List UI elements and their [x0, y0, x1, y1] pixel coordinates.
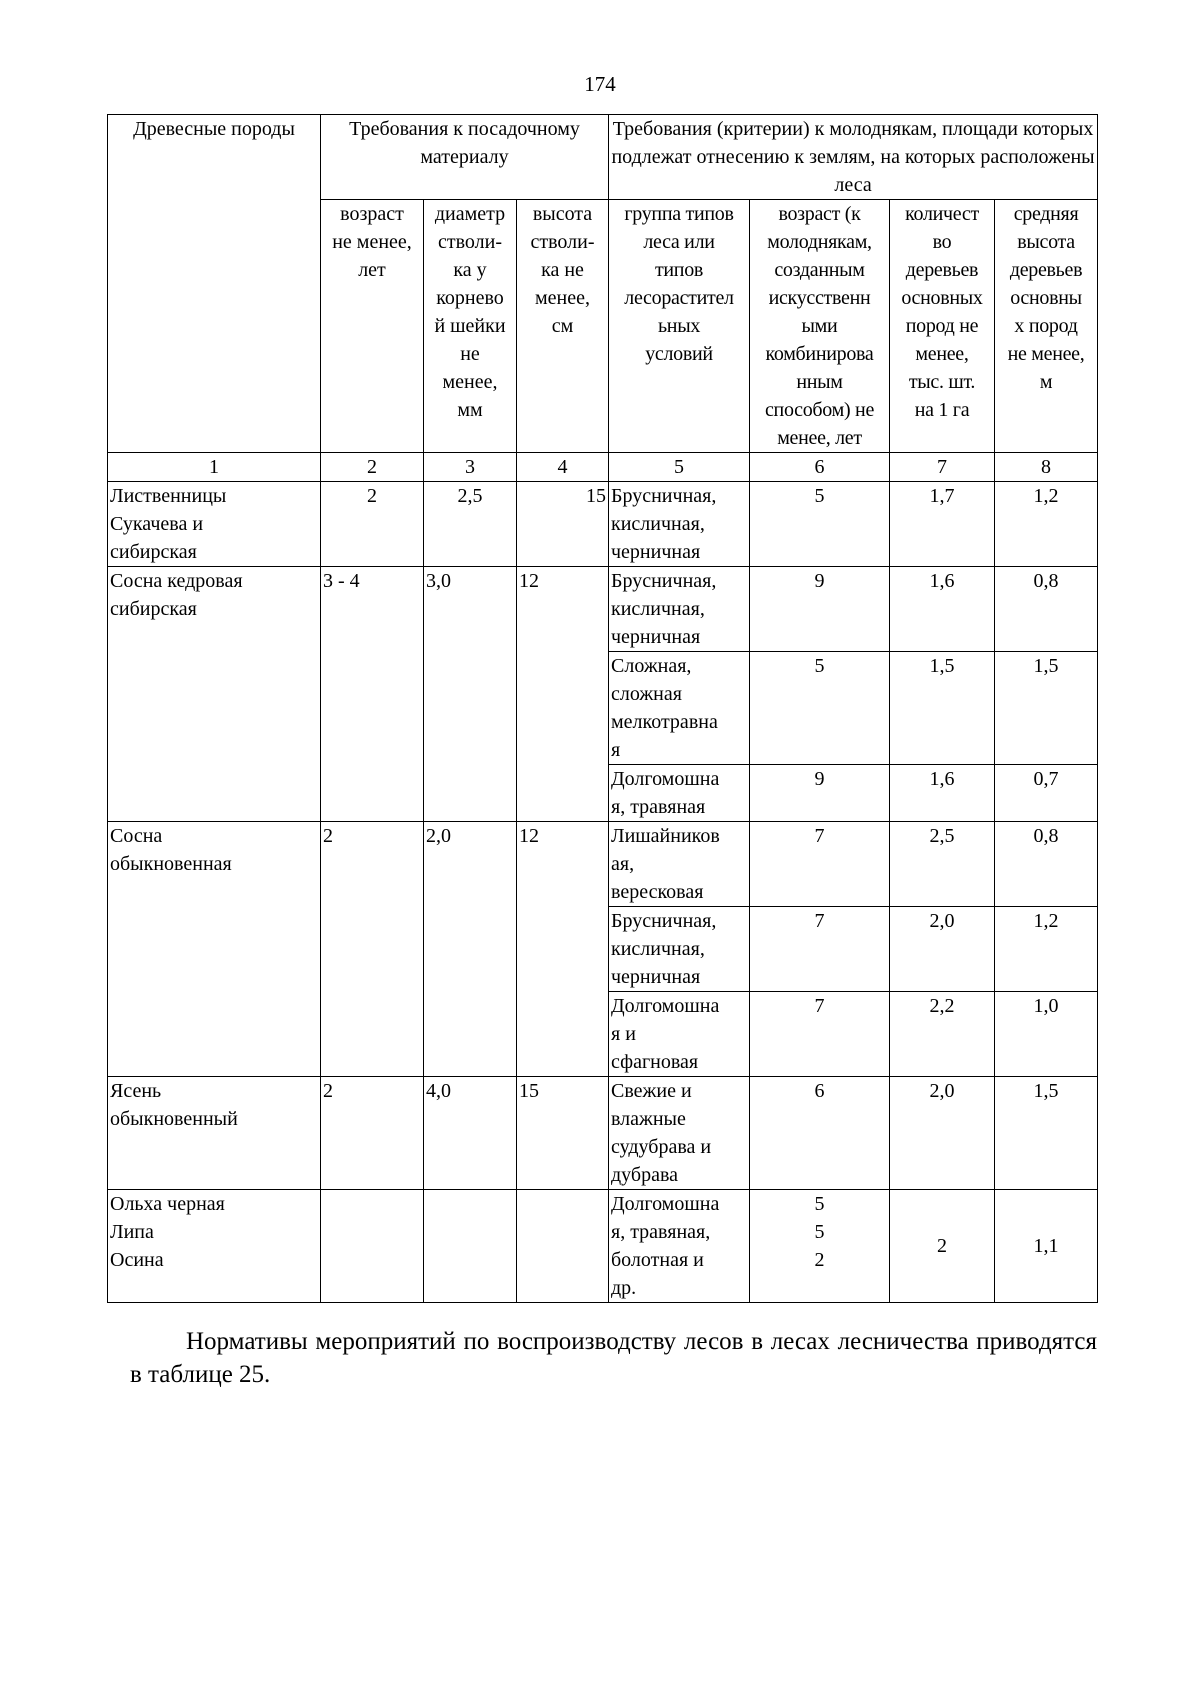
tree-count-cell: 2,0: [890, 907, 995, 992]
column-number: 7: [890, 453, 995, 482]
young-age-cell: 6: [750, 1077, 890, 1190]
diameter-cell: 2,5: [424, 482, 517, 567]
forest-group-cell: Брусничная, кисличная, черничная: [609, 482, 750, 567]
height-cell: [517, 1190, 609, 1303]
young-age-cell: 5 5 2: [750, 1190, 890, 1303]
species-cell: Сосна кедровая сибирская: [108, 567, 321, 822]
species-cell: Ольха черная Липа Осина: [108, 1190, 321, 1303]
tree-count-cell: 2: [890, 1190, 995, 1303]
header-young-stand-criteria: Требования (критерии) к молоднякам, площади которых подлежат отнесению к землям, на которых расположены леса: [609, 115, 1098, 200]
page-number: 174: [584, 72, 616, 96]
tree-count-cell: 1,5: [890, 652, 995, 765]
tree-count-cell: 2,2: [890, 992, 995, 1077]
column-number: 6: [750, 453, 890, 482]
avg-height-cell: 1,5: [995, 652, 1098, 765]
tree-count-cell: 2,0: [890, 1077, 995, 1190]
header-row-group: [108, 115, 1098, 200]
age-cell: 2: [321, 1077, 424, 1190]
forest-group-cell: Лишайников ая, вересковая: [609, 822, 750, 907]
species-cell: Сосна обыкновенная: [108, 822, 321, 1077]
header-height: высота стволи- ка не менее, см: [517, 200, 609, 453]
age-cell: 3 - 4: [321, 567, 424, 822]
table-row-larch: [108, 482, 1098, 567]
height-cell: 15: [517, 482, 609, 567]
diameter-cell: 2,0: [424, 822, 517, 1077]
diameter-cell: [424, 1190, 517, 1303]
tree-count-cell: 2,5: [890, 822, 995, 907]
table-row-ash: [108, 1077, 1098, 1190]
forest-group-cell: Долгомошна я, травяная, болотная и др.: [609, 1190, 750, 1303]
young-age-cell: 5: [750, 482, 890, 567]
forest-group-cell: Свежие и влажные судубрава и дубрава: [609, 1077, 750, 1190]
age-cell: [321, 1190, 424, 1303]
header-young-age: возраст (к молоднякам, созданным искусственн ыми комбинирова нным способом) не менее, лет: [750, 200, 890, 453]
reforestation-norms-table: [107, 114, 1098, 1303]
header-avg-height: средняя высота деревьев основны х пород не менее, м: [995, 200, 1098, 453]
height-cell: 12: [517, 567, 609, 822]
avg-height-cell: 1,2: [995, 907, 1098, 992]
header-diameter: диаметр стволи- ка у корнево й шейки не менее, мм: [424, 200, 517, 453]
avg-height-cell: 0,8: [995, 567, 1098, 652]
tree-count-cell: 1,6: [890, 567, 995, 652]
forest-group-cell: Сложная, сложная мелкотравна я: [609, 652, 750, 765]
young-age-cell: 9: [750, 765, 890, 822]
young-age-cell: 7: [750, 822, 890, 907]
body-paragraph-text: Нормативы мероприятий по воспроизводству лесов в лесах лесничества приводятся в таблице 25.: [130, 1328, 1097, 1388]
avg-height-cell: 0,7: [995, 765, 1098, 822]
header-tree-count: количест во деревьев основных пород не менее, тыс. шт. на 1 га: [890, 200, 995, 453]
header-age: возраст не менее, лет: [321, 200, 424, 453]
header-forest-group: группа типов леса или типов лесорастител ьных условий: [609, 200, 750, 453]
body-paragraph: [130, 1325, 1097, 1391]
young-age-cell: 7: [750, 907, 890, 992]
tree-count-cell: 1,7: [890, 482, 995, 567]
height-cell: 12: [517, 822, 609, 1077]
forest-group-cell: Долгомошна я, травяная: [609, 765, 750, 822]
tree-count-cell: 1,6: [890, 765, 995, 822]
age-cell: 2: [321, 482, 424, 567]
height-cell: 15: [517, 1077, 609, 1190]
diameter-cell: 3,0: [424, 567, 517, 822]
forest-group-cell: Долгомошна я и сфагновая: [609, 992, 750, 1077]
column-number: 1: [108, 453, 321, 482]
avg-height-cell: 1,5: [995, 1077, 1098, 1190]
young-age-cell: 5: [750, 652, 890, 765]
species-cell: Ясень обыкновенный: [108, 1077, 321, 1190]
column-number: 3: [424, 453, 517, 482]
header-planting-material: Требования к посадочному материалу: [321, 115, 609, 200]
header-species: Древесные породы: [108, 115, 321, 453]
table-row-cedar-1: [108, 567, 1098, 652]
forest-group-cell: Брусничная, кисличная, черничная: [609, 567, 750, 652]
table-row-pine-1: [108, 822, 1098, 907]
column-number: 4: [517, 453, 609, 482]
age-cell: 2: [321, 822, 424, 1077]
young-age-cell: 9: [750, 567, 890, 652]
avg-height-cell: 1,2: [995, 482, 1098, 567]
avg-height-cell: 1,0: [995, 992, 1098, 1077]
forest-group-cell: Брусничная, кисличная, черничная: [609, 907, 750, 992]
column-number: 8: [995, 453, 1098, 482]
column-number: 2: [321, 453, 424, 482]
avg-height-cell: 0,8: [995, 822, 1098, 907]
young-age-cell: 7: [750, 992, 890, 1077]
diameter-cell: 4,0: [424, 1077, 517, 1190]
species-cell: Лиственницы Сукачева и сибирская: [108, 482, 321, 567]
avg-height-cell: 1,1: [995, 1190, 1098, 1303]
column-number: 5: [609, 453, 750, 482]
table-row-alder-linden-aspen: [108, 1190, 1098, 1303]
column-number-row: [108, 453, 1098, 482]
